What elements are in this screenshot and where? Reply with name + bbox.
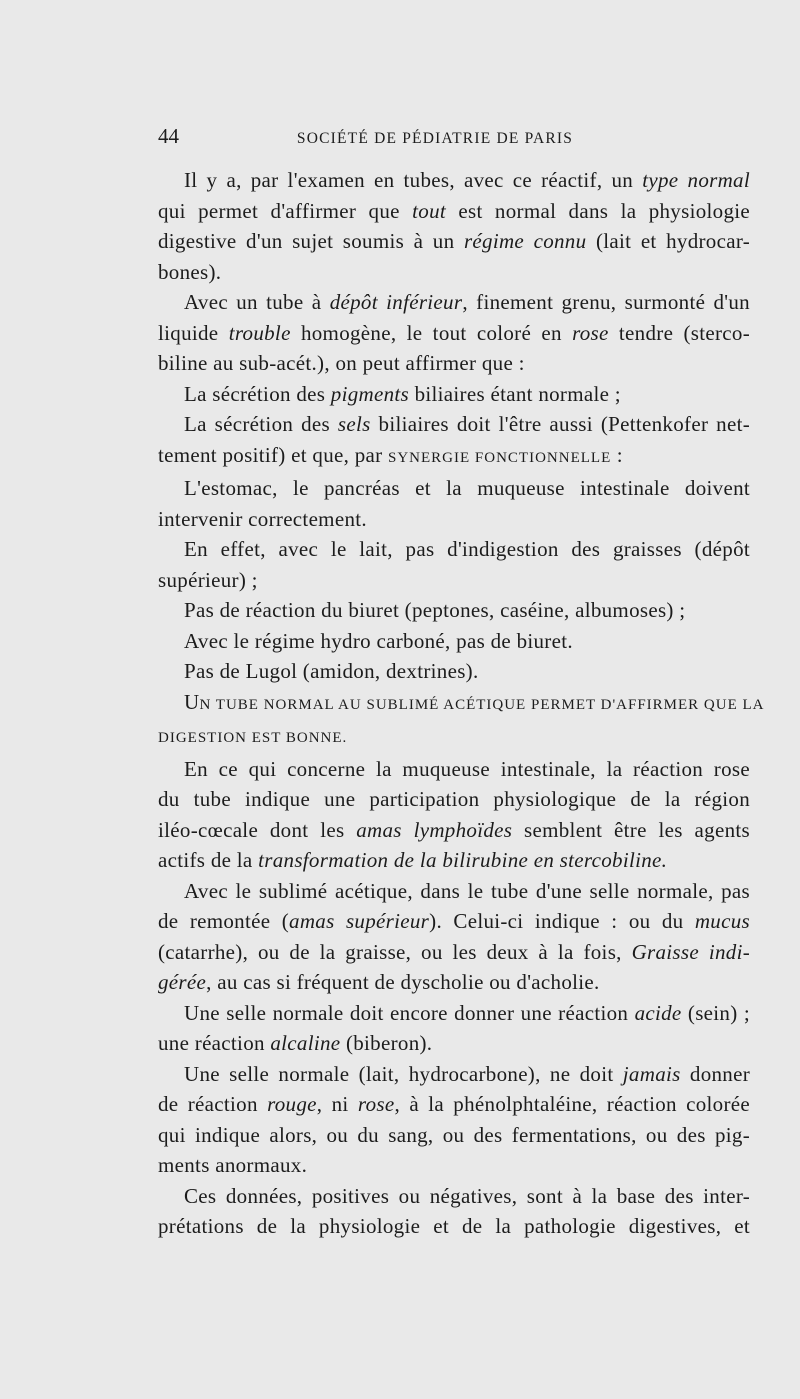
text-line xyxy=(158,595,750,626)
text-span: donner xyxy=(680,1061,751,1086)
text-line xyxy=(158,504,750,535)
text-line xyxy=(158,440,750,474)
italic-span: jamais xyxy=(622,1061,681,1086)
small-caps-span: N TUBE NORMAL AU SUBLIMÉ ACÉTIQUE PERMET D'AFFIRMER QUE LA xyxy=(199,696,765,713)
italic-span: tout xyxy=(412,198,447,223)
italic-span: type normal xyxy=(642,168,750,192)
text-span: : xyxy=(611,442,623,467)
text-span: Une selle normale (lait, hydrocarbone), ne doit xyxy=(184,1061,623,1086)
text-span: qui permet d'affirmer que xyxy=(158,198,413,223)
text-span: de remontée ( xyxy=(158,909,290,933)
small-caps-span: SYNERGIE FONCTIONNELLE xyxy=(388,449,612,466)
text-span: tement positif) et que, par xyxy=(158,442,388,467)
text-span: est normal dans la physiologie xyxy=(446,198,750,223)
text-span: supérieur) ; xyxy=(158,567,258,592)
text-span: biline au sub-acét.), on peut affirmer que : xyxy=(158,351,525,375)
italic-span: rose xyxy=(572,320,609,345)
running-title: SOCIÉTÉ DE PÉDIATRIE DE PARIS xyxy=(296,130,574,147)
text-line xyxy=(158,687,765,721)
italic-span: trouble xyxy=(228,320,291,345)
text-span: ments anormaux. xyxy=(158,1153,308,1177)
text-line xyxy=(158,1150,750,1181)
text-span: Avec le sublimé acétique, dans le tube d'une selle normale, pas xyxy=(184,878,750,903)
text-line xyxy=(158,348,750,379)
text-line xyxy=(158,196,750,227)
text-span: de réaction xyxy=(158,1092,268,1116)
text-span: du tube indique une participation physiologique de la région xyxy=(158,787,750,811)
text-line xyxy=(158,626,750,657)
italic-span: amas lymphoïdes xyxy=(356,817,513,842)
text-span: Pas de réaction du biuret (peptones, caséine, albumoses) ; xyxy=(184,598,686,622)
text-span: biliaires étant normale ; xyxy=(409,381,621,406)
italic-span: transformation de la bilirubine en stercobiline. xyxy=(258,848,668,872)
text-span: (biberon). xyxy=(340,1031,433,1055)
italic-span: régime connu xyxy=(463,229,587,253)
text-line xyxy=(158,473,750,504)
text-span: intervenir correctement. xyxy=(158,506,367,531)
text-span: digestive d'un sujet soumis à un xyxy=(158,229,464,253)
text-line xyxy=(158,1181,750,1212)
text-span: Ces données, positives ou négatives, sont à la base des inter- xyxy=(184,1183,750,1208)
italic-span: alcaline xyxy=(270,1031,341,1055)
text-span: , ni xyxy=(316,1092,358,1116)
text-line xyxy=(158,165,750,196)
text-span: prétations de la physiologie et de la pathologie digestives, et xyxy=(158,1214,750,1238)
text-span: En ce qui concerne la muqueuse intestinale, la réaction rose xyxy=(184,756,750,781)
text-span: Avec le régime hydro carboné, pas de biuret. xyxy=(184,628,573,653)
text-line xyxy=(158,379,750,410)
text-line xyxy=(158,656,750,687)
text-line xyxy=(158,1028,750,1059)
text-span: homogène, le tout coloré en xyxy=(290,320,573,345)
text-span: liquide xyxy=(158,320,229,345)
text-line xyxy=(158,906,750,937)
text-line xyxy=(158,876,750,907)
italic-span: acide xyxy=(634,1000,682,1025)
text-span: Avec un tube à xyxy=(184,290,330,314)
text-span: Pas de Lugol (amidon, dextrines). xyxy=(184,659,479,683)
text-span: tendre (sterco- xyxy=(608,320,750,345)
text-span: bones). xyxy=(158,259,222,284)
text-span: ). Celui-ci indique : ou du xyxy=(429,909,695,933)
italic-span: Graisse indi- xyxy=(631,939,750,964)
text-line xyxy=(158,409,750,440)
italic-span: rose xyxy=(357,1092,395,1116)
text-span: L'estomac, le pancréas et la muqueuse intestinale doivent xyxy=(184,476,750,500)
italic-span: dépôt inférieur xyxy=(329,290,463,314)
text-line xyxy=(158,287,750,318)
italic-span: sels xyxy=(337,412,371,436)
text-line xyxy=(158,815,750,846)
text-line xyxy=(158,784,750,815)
text-line xyxy=(158,937,750,968)
text-line xyxy=(158,318,750,349)
italic-span: rouge xyxy=(267,1092,317,1116)
text-span: , à la phénolphtaléine, réaction colorée xyxy=(394,1092,750,1116)
text-line xyxy=(158,845,750,876)
italic-span: mucus xyxy=(694,909,750,933)
text-span: qui indique alors, ou du sang, ou des fermentations, ou des pig- xyxy=(158,1122,750,1147)
text-span: Une selle normale doit encore donner une réaction xyxy=(184,1000,635,1025)
text-line xyxy=(158,226,750,257)
text-span: En effet, avec le lait, pas d'indigestion des graisses (dépôt xyxy=(184,537,750,561)
text-line xyxy=(158,754,750,785)
text-span: (catarrhe), ou de la graisse, ou les deux à la fois, xyxy=(158,939,632,964)
text-line xyxy=(158,257,750,288)
text-line xyxy=(158,1211,750,1242)
text-line xyxy=(158,998,750,1029)
italic-span: amas supérieur xyxy=(289,909,430,933)
page-number: 44 xyxy=(158,124,179,148)
text-span: La sécrétion des xyxy=(184,412,338,436)
text-span: Il y a, par l'examen en tubes, avec ce réactif, un xyxy=(184,168,643,192)
text-line xyxy=(158,1089,750,1120)
text-span: actifs de la xyxy=(158,848,259,872)
italic-span: gérée xyxy=(158,970,207,994)
text-span: , au cas si fréquent de dyscholie ou d'acholie. xyxy=(206,970,600,994)
small-caps-span: DIGESTION EST BONNE. xyxy=(158,730,348,746)
text-span: U xyxy=(184,689,200,714)
body-text xyxy=(158,165,765,1242)
text-line xyxy=(158,1059,750,1090)
text-line xyxy=(158,720,750,754)
text-span: La sécrétion des xyxy=(184,381,331,406)
text-span: (lait et hydrocar- xyxy=(586,229,751,253)
text-span: iléo-cœcale dont les xyxy=(158,817,357,842)
text-span: une réaction xyxy=(158,1031,271,1055)
text-span: biliaires doit l'être aussi (Pettenkofer net- xyxy=(370,412,751,436)
italic-span: pigments xyxy=(330,381,410,406)
text-line xyxy=(158,967,750,998)
text-span: (sein) ; xyxy=(681,1000,750,1025)
text-span: , finement grenu, surmonté d'un xyxy=(462,290,750,314)
text-line xyxy=(158,1120,750,1151)
text-line xyxy=(158,565,750,596)
text-span: semblent être les agents xyxy=(512,817,750,842)
text-line xyxy=(158,534,750,565)
